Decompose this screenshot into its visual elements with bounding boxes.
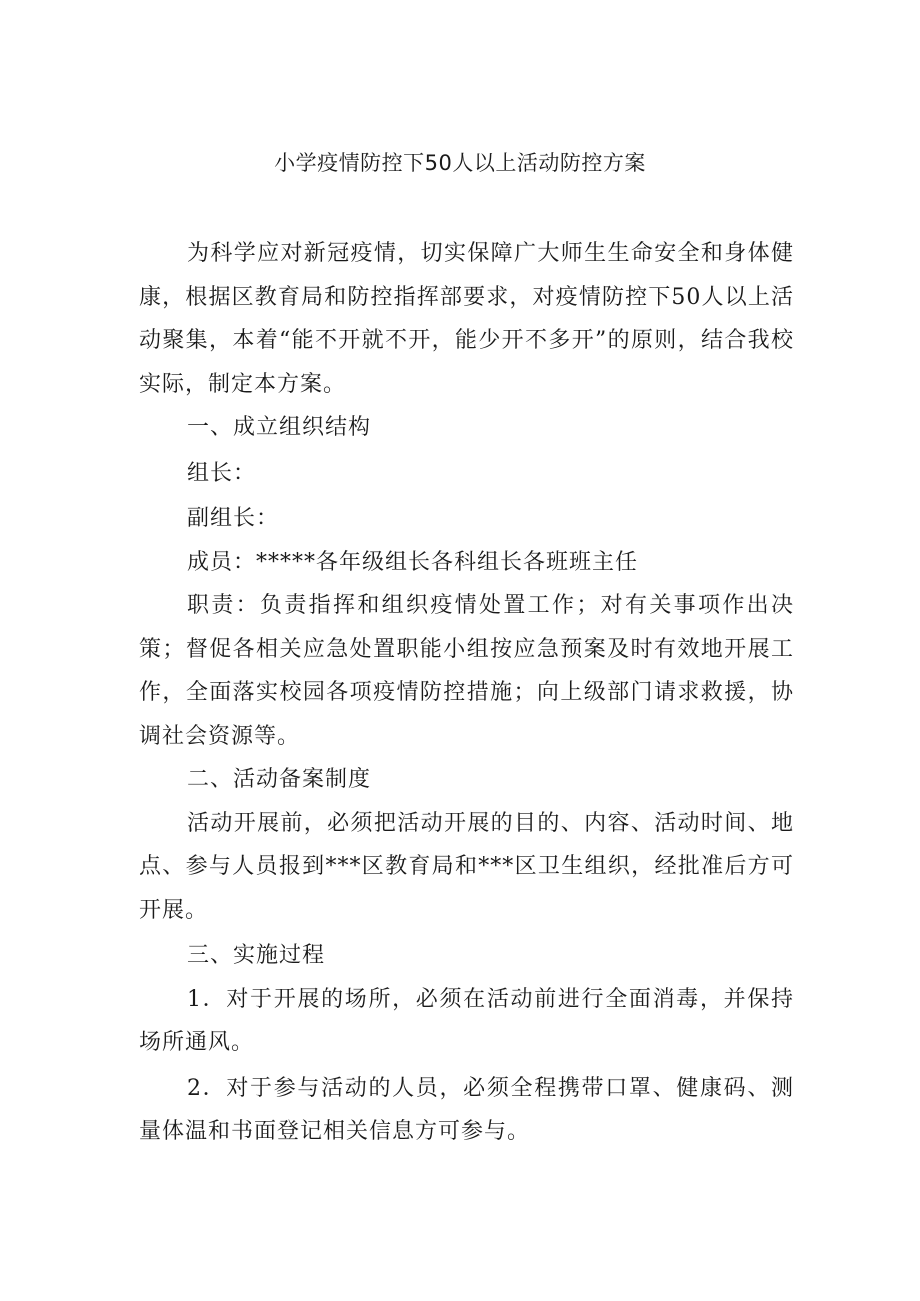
deputy-leader-line: 副组长：	[187, 506, 280, 531]
section-heading-implementation: 三、实施过程	[187, 943, 326, 968]
section-heading-filing: 二、活动备案制度	[187, 767, 372, 792]
members-line: 成员：*****各年级组长各科组长各班班主任	[187, 549, 639, 575]
document-title: 小学疫情防控下50人以上活动防控方案	[274, 151, 646, 175]
implementation-item-1: 1．对于开展的场所，必须在活动前进行全面消毒，并保持场所通风。	[139, 986, 794, 1055]
section-heading-organization: 一、成立组织结构	[187, 415, 372, 440]
filing-paragraph: 活动开展前，必须把活动开展的目的、内容、活动时间、地点、参与人员报到***区教育局和***区卫生组织，经批准后方可开展。	[139, 810, 794, 923]
intro-paragraph: 为科学应对新冠疫情，切实保障广大师生生命安全和身体健康，根据区教育局和防控指挥部要求，对疫情防控下50人以上活动聚集，本着“能不开就不开，能少开不多开”的原则，结合我校实际，制定本方案。	[139, 241, 794, 397]
document-body	[139, 232, 794, 1154]
duties-paragraph: 职责：负责指挥和组织疫情处置工作；对有关事项作出决策；督促各相关应急处置职能小组按应急预案及时有效地开展工作，全面落实校园各项疫情防控措施；向上级部门请求救援，协调社会资源等。	[139, 593, 794, 749]
implementation-item-2: 2．对于参与活动的人员，必须全程携带口罩、健康码、测量体温和书面登记相关信息方可参与。	[139, 1075, 794, 1144]
group-leader-line: 组长：	[187, 460, 257, 486]
